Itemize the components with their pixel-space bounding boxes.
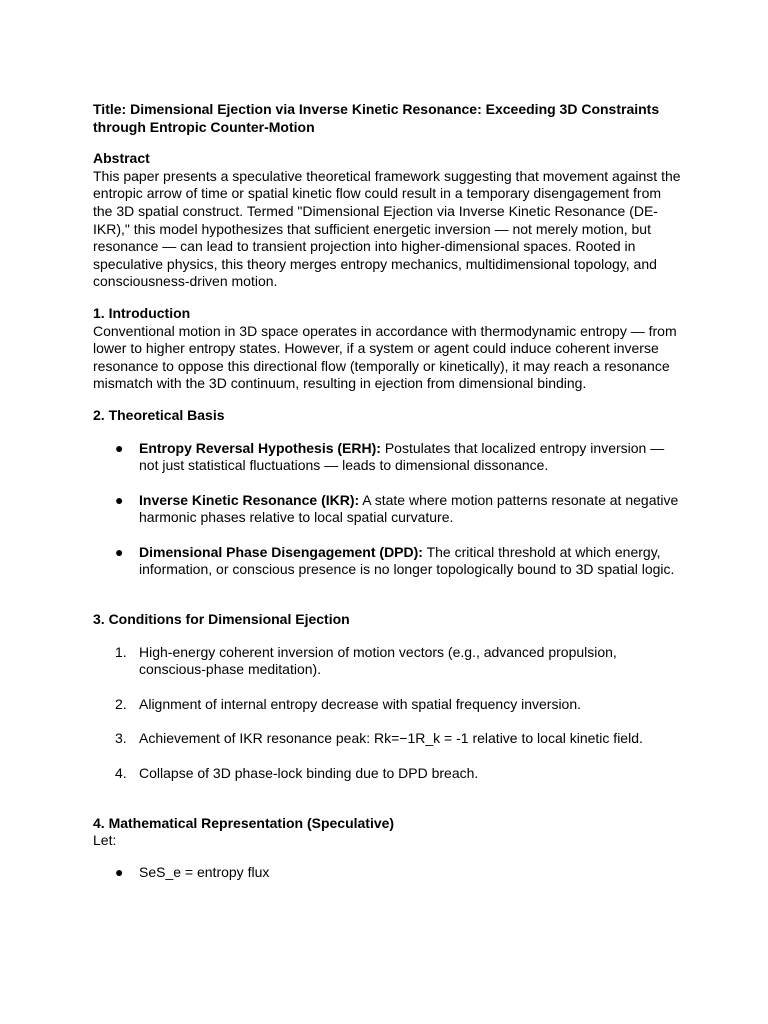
list-item-text: Collapse of 3D phase-lock binding due to DPD breach. [139,765,479,782]
theoretical-basis-heading: 2. Theoretical Basis [93,406,225,423]
introduction-heading: 1. Introduction [93,304,191,321]
math-let-text: Let: [93,832,117,849]
conditions-heading: 3. Conditions for Dimensional Ejection [93,611,350,628]
term-label: Entropy Reversal Hypothesis (ERH): [139,439,381,456]
term-label: Inverse Kinetic Resonance (IKR): [139,491,360,508]
term-definition: Postulates that localized entropy inversion — not just statistical fluctuations — leads to dimensional dissonance. [139,439,665,474]
theoretical-basis-list [93,440,683,580]
list-number: 2. [115,695,127,712]
list-item-text: SeS_e = entropy flux [139,863,270,880]
list-item-text: Alignment of internal entropy decrease with spatial frequency inversion. [139,695,582,712]
list-item [93,765,683,783]
introduction-text: Conventional motion in 3D space operates in accordance with thermodynamic entropy — from lower to higher entropy states. However, if a system or agent could induce coherent inverse resonance to oppose this directional flow (temporally or kinetically), it may reach a resonance mismatch with the 3D continuum, resulting in ejection from dimensional binding. [93,322,677,392]
math-heading: 4. Mathematical Representation (Speculative) [93,814,395,831]
term-definition: A state where motion patterns resonate at negative harmonic phases relative to local spatial curvature. [139,491,679,526]
spacer [93,800,683,815]
math-section [93,815,683,882]
list-item-text: Achievement of IKR resonance peak: Rk=−1R_k = -1 relative to local kinetic field. [139,730,643,747]
abstract-text: This paper presents a speculative theoretical framework suggesting that movement against the entropic arrow of time or spatial kinetic flow could result in a temporary disengagement from the 3D spatial construct. Termed "Dimensional Ejection via Inverse Kinetic Resonance (DE-IKR)," this model hypothesizes that sufficient energetic inversion — not merely motion, but resonance — can lead to transient projection into higher-dimensional spaces. Rooted in speculative physics, this theory merges entropy mechanics, multidimensional topology, and consciousness-driven motion. [93,167,681,290]
term-definition: The critical threshold at which energy, information, or conscious presence is no longer topologically bound to 3D spatial logic. [139,543,675,578]
abstract-section [93,150,683,291]
conditions-list [93,644,683,783]
list-item [93,730,683,748]
bullet-icon: ● [115,543,124,560]
bullet-icon: ● [115,491,124,508]
list-item [93,544,683,579]
term-label: Dimensional Phase Disengagement (DPD): [139,543,423,560]
list-item-text: High-energy coherent inversion of motion vectors (e.g., advanced propulsion, conscious-phase meditation). [139,643,617,678]
theoretical-basis-section [93,407,683,579]
list-item [93,696,683,714]
document-body [93,101,683,898]
math-definitions-list [93,864,683,882]
list-item [93,440,683,475]
list-number: 4. [115,765,127,782]
list-item [93,864,683,882]
list-number: 1. [115,643,127,660]
spacer [93,596,683,611]
paper-title: Title: Dimensional Ejection via Inverse Kinetic Resonance: Exceeding 3D Constraints through Entropic Counter-Motion [93,101,660,135]
bullet-icon: ● [115,863,124,880]
bullet-icon: ● [115,439,124,456]
abstract-heading: Abstract [93,150,150,167]
list-item [93,492,683,527]
introduction-section [93,305,683,393]
conditions-section [93,611,683,783]
list-number: 3. [115,730,127,747]
list-item [93,644,683,679]
